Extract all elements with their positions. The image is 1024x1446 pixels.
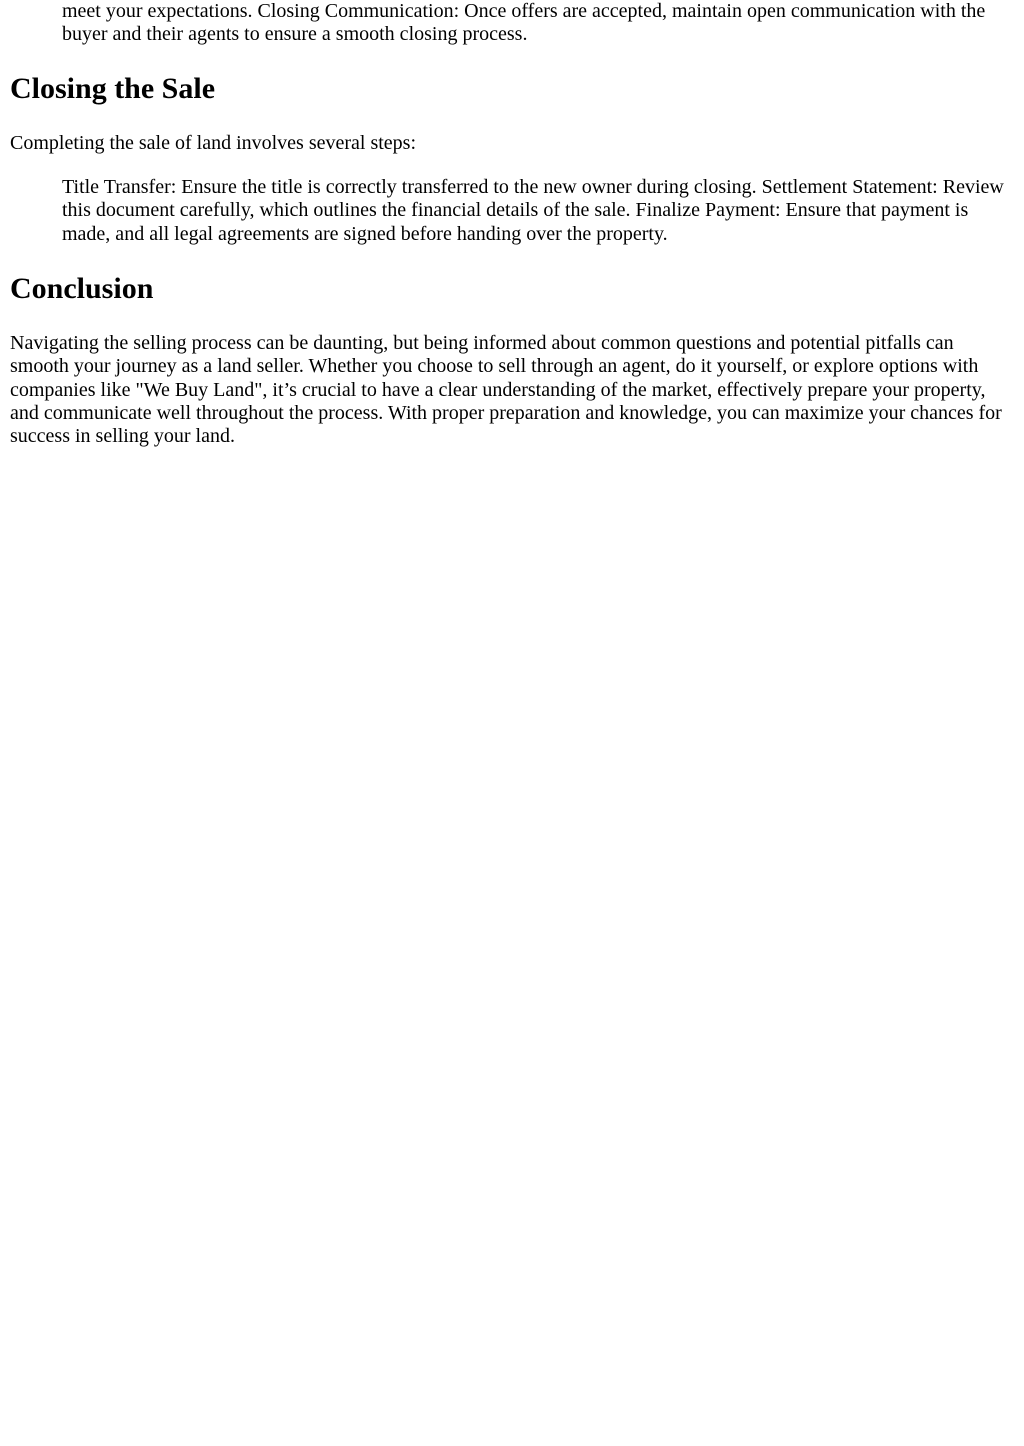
list-text: Title Transfer: Ensure the title is correctly transferred to the new owner during closing. Settlement Statement: Review this document carefully, which outlines the financial details of the sale. Finalize Payment: Ensure that payment is made, and all legal agreements are signed before handing over the property. <box>62 176 1004 245</box>
list-text: meet your expectations. Closing Communication: Once offers are accepted, maintain open communication with the buyer and their agents to ensure a smooth closing process. <box>62 0 986 46</box>
closing-heading: Closing the Sale <box>10 72 216 105</box>
closing-steps-list <box>62 176 1014 246</box>
conclusion-heading: Conclusion <box>10 272 154 305</box>
conclusion-body: Navigating the selling process can be daunting, but being informed about common questions and potential pitfalls can smooth your journey as a land seller. Whether you choose to sell through an agent, do it yourself, or explore options with companies like "We Buy Land", it’s crucial to have a clear understanding of the market, effectively prepare your property, and communicate well throughout the process. With proper preparation and knowledge, you can maximize your chances for success in selling your land. <box>10 332 1002 448</box>
offer-evaluation-list <box>62 0 1014 47</box>
closing-intro: Completing the sale of land involves several steps: <box>10 132 417 154</box>
